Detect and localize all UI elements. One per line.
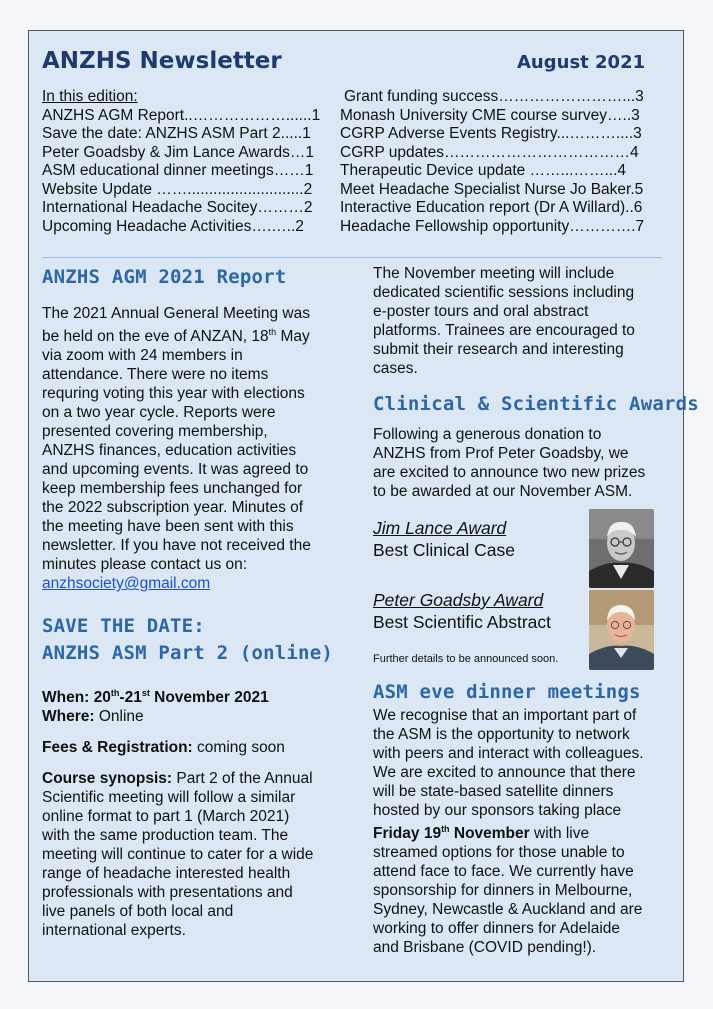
jim-lance-award-title: Jim Lance Award <box>373 518 507 538</box>
synopsis-line: with the same production team. The <box>42 827 289 845</box>
dinner-line: attend face to face. We currently have <box>373 863 634 881</box>
awards-line: to be awarded at our November ASM. <box>373 483 633 500</box>
newsletter-title: ANZHS Newsletter <box>42 48 282 74</box>
november-line: The November meeting will include <box>373 265 615 282</box>
toc-item[interactable]: Grant funding success……………………...3 <box>344 88 644 105</box>
toc-item[interactable]: Therapeutic Device update ……...……...4 <box>340 162 627 179</box>
dinner-line: the ASM is the opportunity to network <box>373 726 630 743</box>
dinner-body <box>373 706 644 957</box>
agm-line: minutes please contact us on: <box>42 556 248 574</box>
synopsis-line: Scientific meeting will follow a similar <box>42 789 296 807</box>
dinner-date-line: Friday 19th November with live <box>373 824 590 843</box>
save-date-heading: SAVE THE DATE: <box>42 615 205 637</box>
when-line: When: 20th-21st November 2021 <box>42 688 269 707</box>
agm-line: the 2022 subscription year. Minutes of <box>42 499 304 517</box>
agm-line: The 2021 Annual General Meeting was <box>42 305 310 322</box>
email-link[interactable]: anzhsociety@gmail.com <box>42 575 211 593</box>
toc-item[interactable]: Peter Goadsby & Jim Lance Awards…1 <box>42 143 314 161</box>
agm-body <box>42 304 311 593</box>
agm-line: requring voting this year with elections <box>42 385 305 403</box>
agm-line: and upcoming events. It was agreed to <box>42 461 309 479</box>
awards-note: Further details to be announced soon. <box>373 653 559 665</box>
agm-line: keep membership fees unchanged for <box>42 480 303 498</box>
agm-line: the meeting have been sent with this <box>42 518 294 536</box>
agm-line: attendance. There were no items <box>42 366 269 384</box>
dinner-line: with peers and interact with colleagues. <box>373 745 644 762</box>
synopsis-line: Course synopsis: Part 2 of the Annual <box>42 770 313 788</box>
divider <box>42 257 662 258</box>
awards-line: ANZHS from Prof Peter Goadsby, we <box>373 445 629 462</box>
toc-item[interactable]: ANZHS AGM Report..………………......1 <box>42 106 321 124</box>
toc-item[interactable]: Monash University CME course survey…..3 <box>340 106 640 124</box>
november-line: submit their research and interesting <box>373 341 624 358</box>
dinner-line: We are excited to announce that there <box>373 764 636 781</box>
issue-date: August 2021 <box>517 52 646 73</box>
november-line: platforms. Trainees are encouraged to <box>373 322 635 339</box>
toc-item[interactable]: Website Update ……...........................2 <box>42 180 313 198</box>
toc-item[interactable]: International Headache Socitey………2 <box>42 199 313 216</box>
toc-item[interactable]: ASM educational dinner meetings……1 <box>42 162 314 179</box>
peter-goadsby-photo <box>589 590 654 670</box>
toc-item[interactable]: CGRP Adverse Events Registry...………....3 <box>340 125 642 142</box>
dinner-line: hosted by our sponsors taking place <box>373 802 622 819</box>
november-meeting-text <box>373 264 635 378</box>
toc-left <box>42 88 320 236</box>
dinner-line: streamed options for those unable to <box>373 844 625 862</box>
dinner-line: and Brisbane (COVID pending!). <box>373 939 597 957</box>
toc-item[interactable]: Upcoming Headache Activities….…..2 <box>42 217 304 235</box>
november-line: cases. <box>373 360 418 377</box>
toc-right <box>340 88 645 236</box>
event-details <box>42 684 313 940</box>
agm-line: newsletter. If you have not received the <box>42 537 311 555</box>
synopsis-line: meeting will continue to cater for a wide <box>42 846 314 864</box>
where-line: Where: Online <box>42 708 144 726</box>
agm-line: ANZHS finances, education activities <box>42 442 297 460</box>
synopsis-line: international experts. <box>42 922 186 940</box>
jim-lance-award-desc: Best Clinical Case <box>373 540 515 560</box>
fees-line: Fees & Registration: coming soon <box>42 739 285 757</box>
toc-item[interactable]: CGRP updates………………………………4 <box>340 143 639 161</box>
goadsby-award-desc: Best Scientific Abstract <box>373 612 551 632</box>
jim-lance-photo <box>589 509 654 588</box>
toc-item[interactable]: Save the date: ANZHS ASM Part 2.....1 <box>42 125 311 142</box>
dinner-line: will be state-based satellite dinners <box>373 783 614 800</box>
synopsis-line: live panels of both local and <box>42 903 234 921</box>
synopsis-line: range of headache interested health <box>42 865 291 883</box>
toc-heading: In this edition: <box>42 88 138 105</box>
synopsis-line: professionals with presentations and <box>42 884 293 902</box>
awards-line: are excited to announce two new prizes <box>373 464 646 481</box>
goadsby-award-title: Peter Goadsby Award <box>373 590 544 610</box>
agm-line: be held on the eve of ANZAN, 18th May <box>42 327 310 346</box>
toc-item[interactable]: Meet Headache Specialist Nurse Jo Baker.5 <box>340 180 644 198</box>
asm-part2-heading: ANZHS ASM Part 2 (online) <box>42 642 333 664</box>
dinner-line: working to offer dinners for Adelaide <box>373 920 621 938</box>
awards-heading: Clinical & Scientific Awards <box>373 393 699 415</box>
agm-line: presented covering membership, <box>42 423 268 441</box>
dinner-line: Sydney, Newcastle & Auckland and are <box>373 901 643 919</box>
dinner-line: sponsorship for dinners in Melbourne, <box>373 882 633 900</box>
november-line: e-poster tours and oral abstract <box>373 303 589 320</box>
dinner-heading: ASM eve dinner meetings <box>373 681 641 703</box>
agm-line: via zoom with 24 members in <box>42 347 243 365</box>
awards-intro <box>373 425 645 501</box>
agm-line: on a two year cycle. Reports were <box>42 404 276 422</box>
november-line: dedicated scientific sessions including <box>373 284 635 301</box>
dinner-line: We recognise that an important part of <box>373 707 637 724</box>
awards-line: Following a generous donation to <box>373 426 602 443</box>
agm-heading: ANZHS AGM 2021 Report <box>42 266 287 288</box>
toc-item[interactable]: Interactive Education report (Dr A Willard)..6 <box>340 199 643 216</box>
synopsis-line: online format to part 1 (March 2021) <box>42 808 290 826</box>
toc-item[interactable]: Headache Fellowship opportunity………….7 <box>340 217 645 235</box>
